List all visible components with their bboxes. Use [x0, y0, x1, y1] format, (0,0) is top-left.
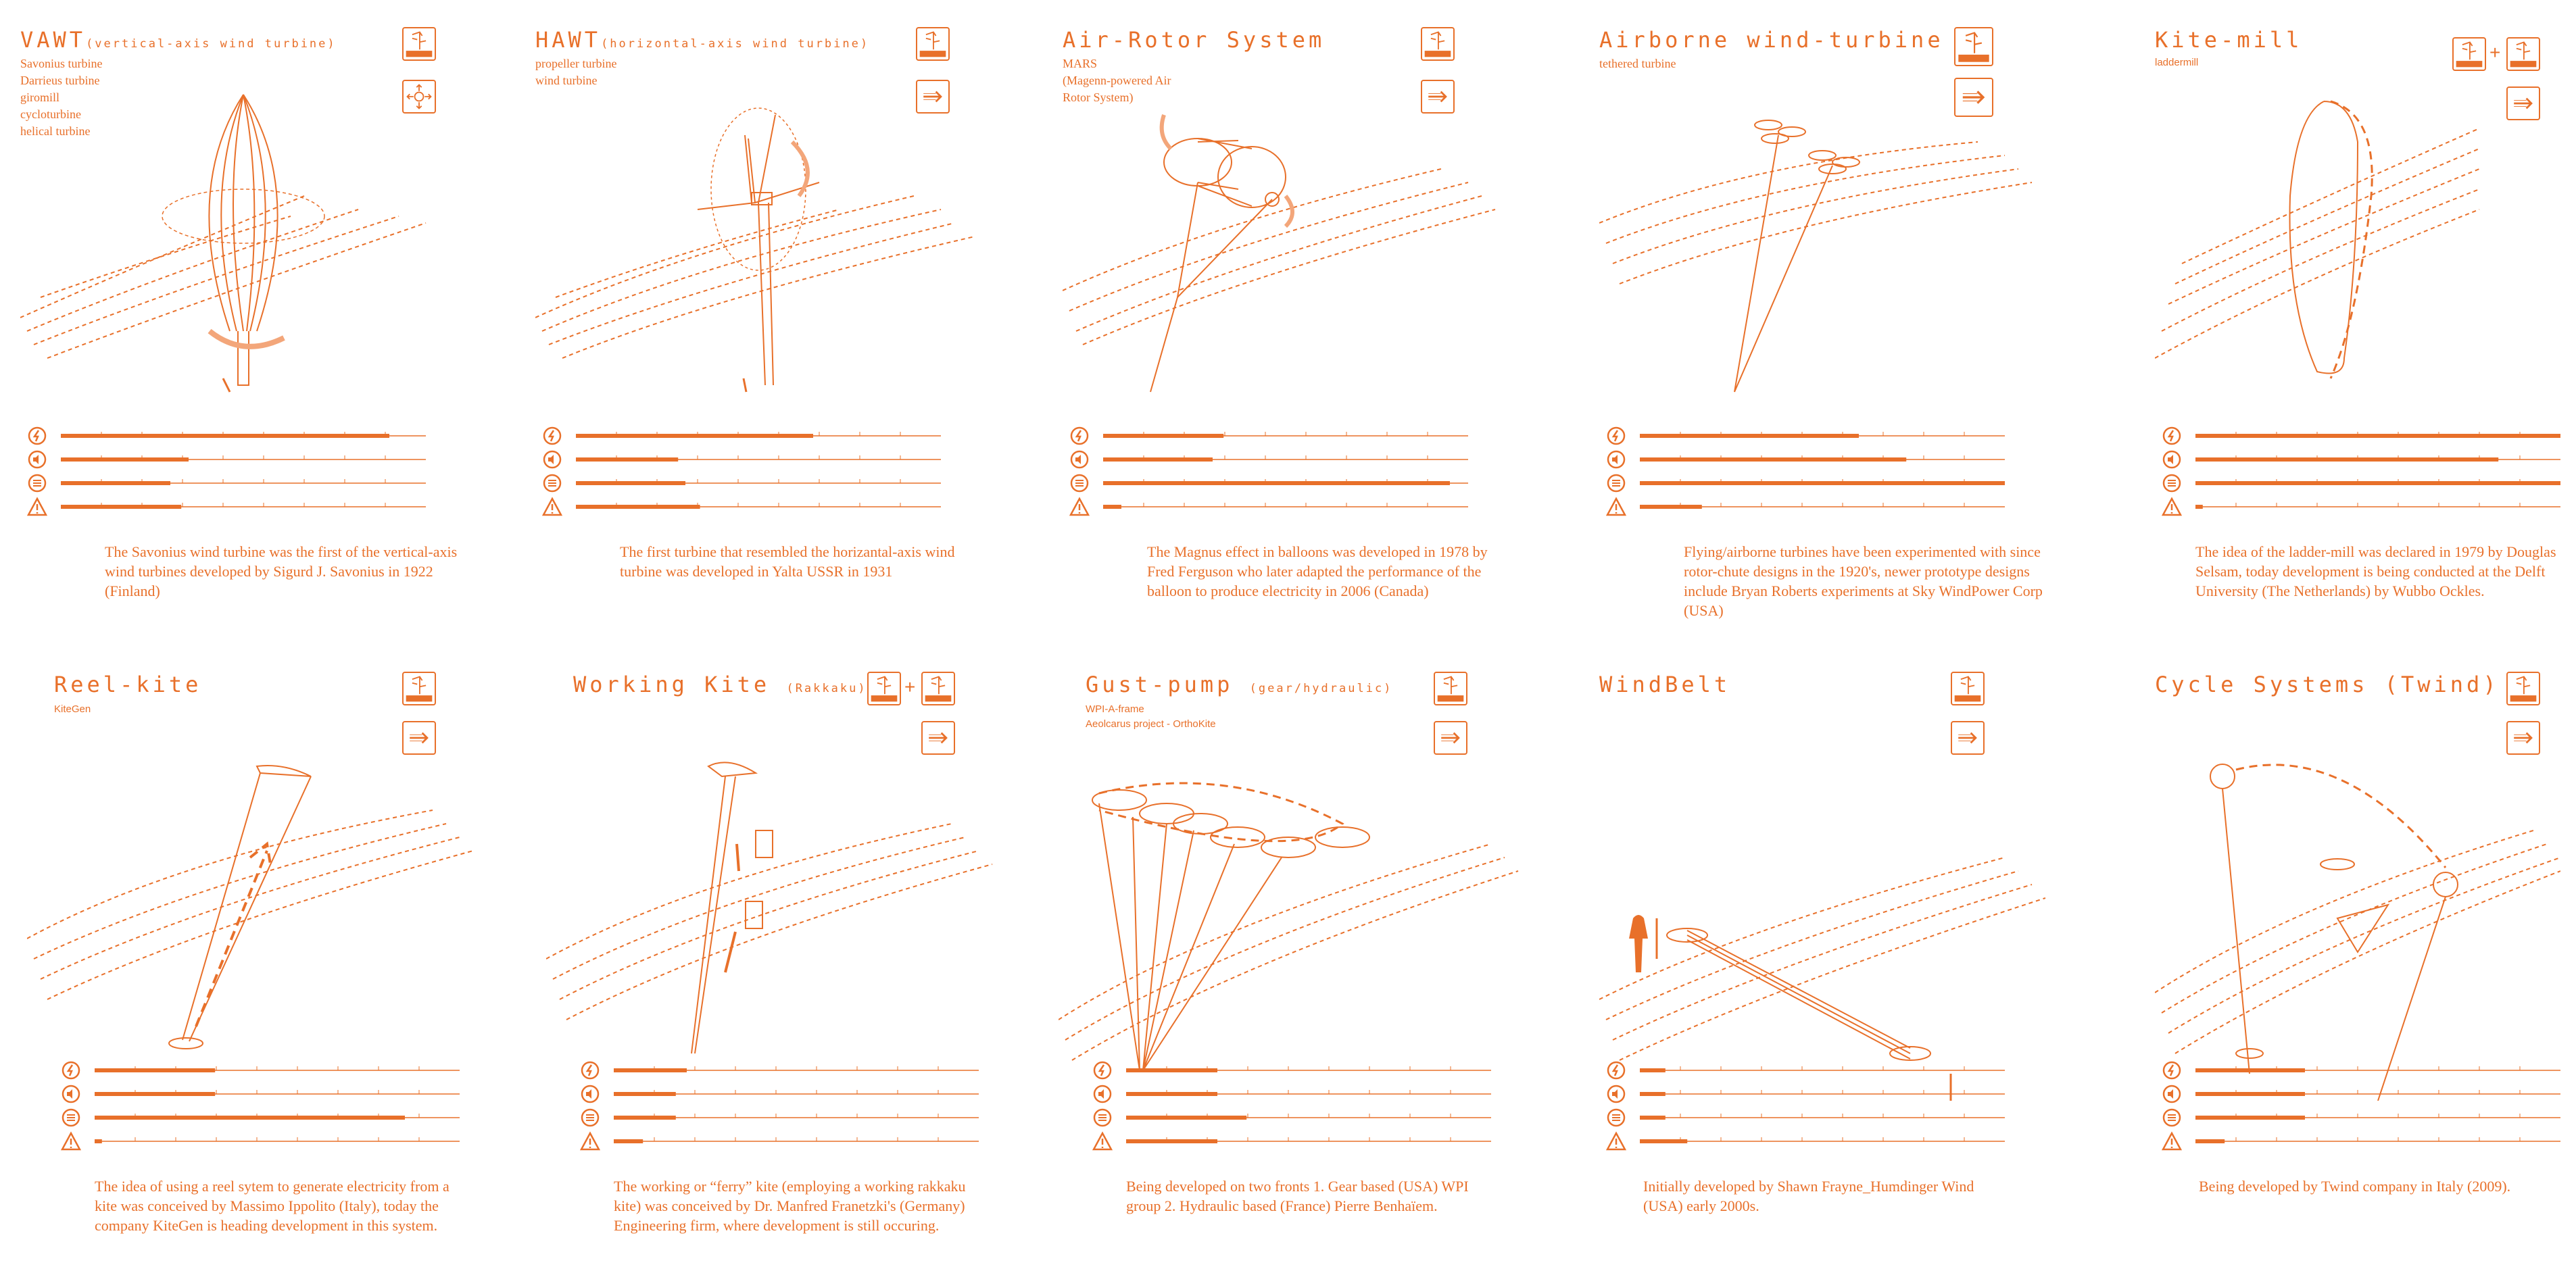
panel-cycle-systems — [2155, 634, 2576, 1269]
lightning-icon — [1092, 1060, 1113, 1080]
warning-icon — [1069, 497, 1090, 517]
panel-description: The Magnus effect in balloons was developed in 1978 by Fred Ferguson who later adapted the performance of the balloon to produce electricity in 2006 (Canada) — [1147, 543, 1488, 599]
panel-description: The working or “ferry” kite (employing a working rakkaku kite) was conceived by Dr. Manfred Franetzki's (Germany) Engineering firm, where development is still occuring. — [614, 1178, 966, 1234]
panel-description: Flying/airborne turbines have been experimented with since rotor-chute designs in the 1920's, newer prototype designs include Bryan Roberts experiments at Sky WindPower Corp (USA) — [1684, 543, 2043, 619]
ground-turbine-icon — [402, 27, 436, 61]
lightning-icon — [27, 426, 47, 446]
windbelt-illustration — [1599, 736, 2113, 1101]
lightning-icon — [1606, 426, 1626, 446]
panel-vawt — [20, 0, 535, 634]
panel-title: Working Kite (Rakkaku) — [573, 672, 867, 697]
lightning-icon — [1069, 426, 1090, 446]
panel-subtitle: laddermill — [2155, 57, 2199, 68]
rating-bars — [2162, 1060, 2576, 1155]
sound-icon — [1606, 1084, 1626, 1104]
rating-bars — [1606, 1060, 2066, 1155]
panel-description: Being developed by Twind company in Italy (2009). — [2199, 1178, 2511, 1195]
lightning-icon — [542, 426, 562, 446]
rating-bars — [542, 426, 1002, 520]
sound-icon — [580, 1084, 600, 1104]
ground-turbine-icon — [916, 27, 950, 61]
cycle-systems-illustration — [2155, 736, 2560, 1101]
plus-icon: + — [2489, 42, 2501, 63]
panel-description: The idea of using a reel sytem to generate electricity from a kite was conceived by Massimo Ippolito (Italy), today the company KiteGen is heading development in this system. — [95, 1178, 449, 1234]
kite-mill-illustration — [2155, 61, 2520, 426]
panel-title: WindBelt — [1599, 672, 1731, 697]
panel-subtitle: tethered turbine — [1599, 57, 1676, 70]
sound-icon — [27, 449, 47, 470]
sound-icon — [1092, 1084, 1113, 1104]
panel-subtitle: propeller turbine wind turbine — [535, 57, 617, 87]
panel-windbelt — [1599, 634, 2114, 1269]
sound-icon — [1069, 449, 1090, 470]
cost-icon — [1606, 1108, 1626, 1128]
lightning-icon — [1606, 1060, 1626, 1080]
rating-bars — [1069, 426, 1529, 520]
rating-bars — [580, 1060, 1040, 1155]
working-kite-illustration — [546, 736, 1060, 1101]
panel-description: The idea of the ladder-mill was declared in 1979 by Douglas Selsam, today development is being conducted at the Delft University (The Netherlands) by Wubbo Ockles. — [2195, 543, 2556, 599]
reel-kite-illustration — [27, 736, 541, 1101]
cost-icon — [1606, 473, 1626, 493]
lightning-icon — [2162, 426, 2182, 446]
panel-subtitle: Savonius turbine Darrieus turbine giromill cycloturbine helical turbine — [20, 57, 103, 138]
lightning-icon — [580, 1060, 600, 1080]
panel-airborne-turbine — [1599, 0, 2114, 634]
panel-title: Reel-kite — [54, 672, 202, 697]
panel-title: HAWT(horizontal-axis wind turbine) — [535, 27, 870, 53]
panel-description: Initially developed by Shawn Frayne_Humdinger Wind (USA) early 2000s. — [1643, 1178, 1974, 1214]
warning-icon — [542, 497, 562, 517]
panel-title: Air-Rotor System — [1063, 27, 1326, 53]
panel-title: Cycle Systems (Twind) — [2155, 672, 2500, 697]
ground-turbine-icon — [2506, 672, 2540, 705]
panel-description: The first turbine that resembled the horizantal-axis wind turbine was developed in Yalta USSR in 1931 — [620, 543, 955, 580]
ground-turbine-icon — [402, 672, 436, 705]
cost-icon — [1092, 1108, 1113, 1128]
panel-subtitle: KiteGen — [54, 703, 91, 715]
rating-bars — [61, 1060, 520, 1155]
lightning-icon — [2162, 1060, 2182, 1080]
warning-icon — [1092, 1131, 1113, 1151]
plus-icon: + — [904, 676, 916, 697]
cost-icon — [542, 473, 562, 493]
rating-bars — [1092, 1060, 1552, 1155]
panel-subtitle: MARS (Magenn-powered Air Rotor System) — [1063, 57, 1171, 104]
sound-icon — [2162, 449, 2182, 470]
lightning-icon — [61, 1060, 81, 1080]
cost-icon — [580, 1108, 600, 1128]
airborne-turbine-illustration — [1599, 61, 2113, 426]
panel-reel-kite — [54, 634, 569, 1269]
sound-icon — [1606, 449, 1626, 470]
gust-pump-illustration — [1059, 736, 1572, 1101]
rating-bars — [1606, 426, 2066, 520]
panel-title: Gust-pump (gear/hydraulic) — [1086, 672, 1393, 697]
hawt-illustration — [535, 61, 1049, 426]
panel-kite-mill — [2155, 0, 2576, 634]
ground-turbine-icon — [921, 672, 955, 705]
panel-description: The Savonius wind turbine was the first of the vertical-axis wind turbines developed by Sigurd J. Savonius in 1922 (Finland) — [105, 543, 458, 599]
cost-icon — [2162, 1108, 2182, 1128]
panel-working-kite — [573, 634, 1088, 1269]
warning-icon — [580, 1131, 600, 1151]
panel-air-rotor — [1063, 0, 1578, 634]
sound-icon — [2162, 1084, 2182, 1104]
cost-icon — [61, 1108, 81, 1128]
warning-icon — [61, 1131, 81, 1151]
air-rotor-illustration — [1063, 61, 1576, 426]
ground-turbine-icon — [1434, 672, 1467, 705]
panel-gust-pump — [1086, 634, 1601, 1269]
cost-icon — [27, 473, 47, 493]
warning-icon — [1606, 1131, 1626, 1151]
panel-title: VAWT(vertical-axis wind turbine) — [20, 27, 337, 53]
sound-icon — [61, 1084, 81, 1104]
ground-turbine-icon — [1421, 27, 1455, 61]
rating-bars — [2162, 426, 2576, 520]
panel-description: Being developed on two fronts 1. Gear based (USA) WPI group 2. Hydraulic based (France) Pierre Benhaïem. — [1126, 1178, 1469, 1214]
cost-icon — [1069, 473, 1090, 493]
rating-bars — [27, 426, 487, 520]
sound-icon — [542, 449, 562, 470]
panel-title: Airborne wind-turbine — [1599, 27, 1944, 53]
cost-icon — [2162, 473, 2182, 493]
panel-hawt — [535, 0, 1050, 634]
warning-icon — [27, 497, 47, 517]
warning-icon — [2162, 1131, 2182, 1151]
panel-subtitle: WPI-A-frame Aeolcarus project - OrthoKite — [1086, 703, 1216, 730]
warning-icon — [2162, 497, 2182, 517]
panel-title: Kite-mill — [2155, 27, 2303, 53]
ground-turbine-icon — [1951, 672, 1985, 705]
vawt-illustration — [20, 61, 534, 426]
warning-icon — [1606, 497, 1626, 517]
ground-turbine-icon — [867, 672, 901, 705]
